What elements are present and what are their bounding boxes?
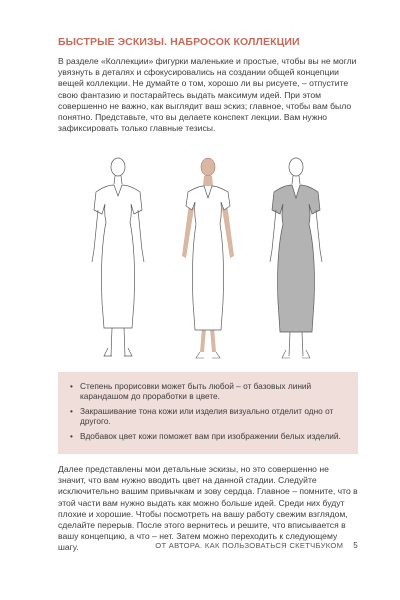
tip-item [70,406,346,427]
figure-arms [92,210,144,262]
fashion-sketch-illustrations [58,152,358,364]
sketch-figure-outline [92,158,144,356]
tip-text: Степень прорисовки может быть любой – от базовых линий карандашом до проработки в цвете. [80,381,312,402]
tips-box [58,372,358,454]
figure-neck [114,176,122,184]
figure-legs [111,328,125,356]
page-footer [58,541,358,550]
figure-dress [94,185,142,328]
outro-paragraph: Далее представлены мои детальные эскизы, но это совершенно не значит, что вам нужно вводить цвет на данной стадии. Следуйте исключительно вашим привычкам и зову сердца. Главное – помните, что в этой части вам нужно выдать как можно больше идей. Среди них будут плохие и хорошие. Чтобы посмотреть на вашу работу свежим взглядом, сделайте перерыв. После этого вернитесь и решите, что вписывается в вашу концепцию, а что – нет. Затем можно переходить к следующему шагу. [58,464,358,553]
figure-dress [272,185,320,332]
figure-dress [186,186,230,330]
sketch-figures-svg [58,152,358,364]
figure-head [289,158,303,176]
figure-head [201,158,215,176]
section-heading: БЫСТРЫЕ ЭСКИЗЫ. НАБРОСОК КОЛЛЕКЦИИ [58,36,300,48]
bullet: • [70,405,73,416]
intro-paragraph: В разделе «Коллекции» фигурки маленькие и простые, чтобы вы не могли увязнуть в деталях и сфокусировались на создании общей концепции вещей коллекции. Не думайте о том, хорошо ли вы рисуете, – отпустите свою фантазию и постарайтесь выдать максимум идей. При этом совершенно не важно, как выглядит ваш эскиз; главное, чтобы вам было понятно. Представьте, что вы делаете конспект лекции. Вам нужно зафиксировать только главные тезисы. [58,56,357,134]
figure-feet [196,352,220,358]
tip-text: Закрашивание тона кожи или изделия визуально отделит одно от другого. [80,405,334,427]
figure-legs [289,332,303,356]
figure-neck [292,176,300,184]
figure-feet [282,350,310,358]
tip-item [70,381,346,402]
page-number: 5 [353,541,358,550]
sketch-figure-filled [270,158,322,358]
figure-neck [203,176,213,186]
figure-head [111,158,125,176]
bullet: • [70,381,73,391]
footer-section-title: ОТ АВТОРА. КАК ПОЛЬЗОВАТЬСЯ СКЕТЧБУКОМ [155,541,344,550]
figure-legs [200,328,216,352]
tip-text: Вдобавок цвет кожи поможет вам при изображении белых изделий. [80,430,341,441]
figure-feet [104,348,132,356]
bullet: • [70,430,73,441]
tip-item [70,431,346,441]
sketch-figure-skin [182,158,234,358]
